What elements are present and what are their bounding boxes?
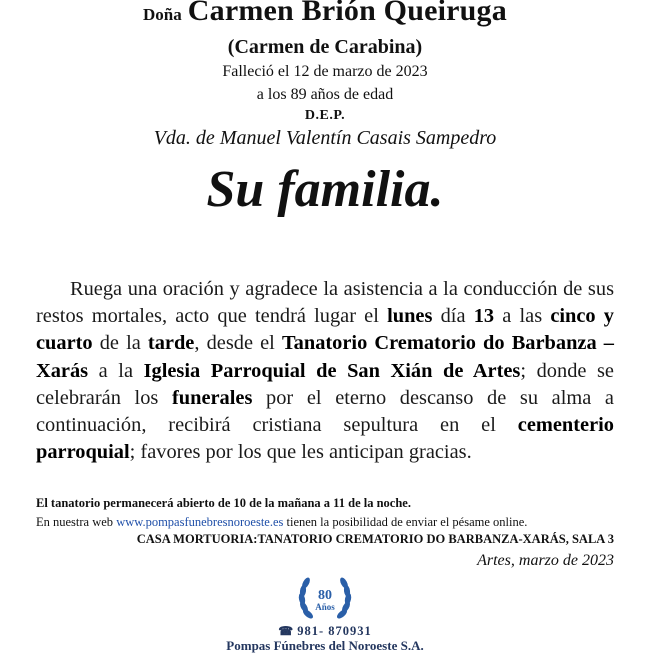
tanatorio-hours: El tanatorio permanecerá abierto de 10 de la mañana a 11 de la noche.	[36, 496, 411, 510]
body-bold: funerales	[171, 386, 253, 409]
body-text: a las	[494, 305, 551, 328]
body-bold: tarde	[147, 332, 195, 355]
body-text: , desde el	[194, 332, 282, 355]
body-text: por el eterno descanso de su alma a continuación, recibirá cristiana sepultura en el	[36, 386, 614, 437]
body-text: ; donde se celebrarán los	[36, 359, 614, 409]
anniversary-laurel-logo	[294, 572, 356, 624]
web-notice-pre: En nuestra web	[36, 515, 117, 529]
body-text: ; favores por los que les anticipan gracias.	[129, 441, 472, 464]
widow-of: Vda. de Manuel Valentín Casais Sampedro	[153, 127, 497, 149]
place-date: Artes, marzo de 2023	[477, 552, 614, 569]
announcement-body	[36, 276, 614, 466]
family-signature: Su familia.	[206, 161, 444, 218]
body-text: día	[432, 305, 474, 328]
body-bold: cinco y cuarto	[36, 305, 614, 355]
telephone-icon: ☎	[278, 624, 295, 638]
body-bold: cementerio parroquial	[36, 414, 614, 464]
nickname: (Carmen de Carabina)	[227, 36, 423, 58]
website-link[interactable]: www.pompasfunebresnoroeste.es	[116, 515, 284, 529]
dep-label: D.E.P.	[304, 108, 346, 123]
logo-word: Años	[315, 602, 335, 612]
body-text: de la	[92, 332, 148, 355]
phone-line	[0, 624, 650, 639]
casa-mortuoria: CASA MORTUORIA:TANATORIO CREMATORIO DO BARBANZA-XARÁS, SALA 3	[136, 532, 614, 546]
body-bold: 13	[473, 305, 495, 328]
age-at-death: a los 89 años de edad	[256, 86, 394, 103]
deceased-name: Carmen Brión Queiruga	[187, 0, 507, 27]
deceased-name-line	[0, 0, 650, 28]
death-date: Falleció el 12 de marzo de 2023	[222, 63, 428, 80]
honorific: Doña	[143, 5, 182, 24]
web-notice-post: tienen la posibilidad de enviar el pésame online.	[283, 515, 528, 529]
phone-number: 981- 870931	[297, 624, 372, 638]
body-bold: Iglesia Parroquial de San Xián de Artes	[143, 359, 521, 382]
body-bold: Tanatorio Crematorio do Barbanza – Xarás	[36, 332, 614, 382]
body-text: a la	[88, 359, 144, 382]
logo-number: 80	[318, 588, 332, 603]
company-name: Pompas Fúnebres del Noroeste S.A.	[226, 638, 424, 653]
web-notice	[36, 515, 527, 530]
body-bold: lunes	[387, 305, 433, 328]
body-text: Ruega una oración y agradece la asistencia a la conducción de sus restos mortales, acto que tendrá lugar el	[36, 278, 614, 328]
